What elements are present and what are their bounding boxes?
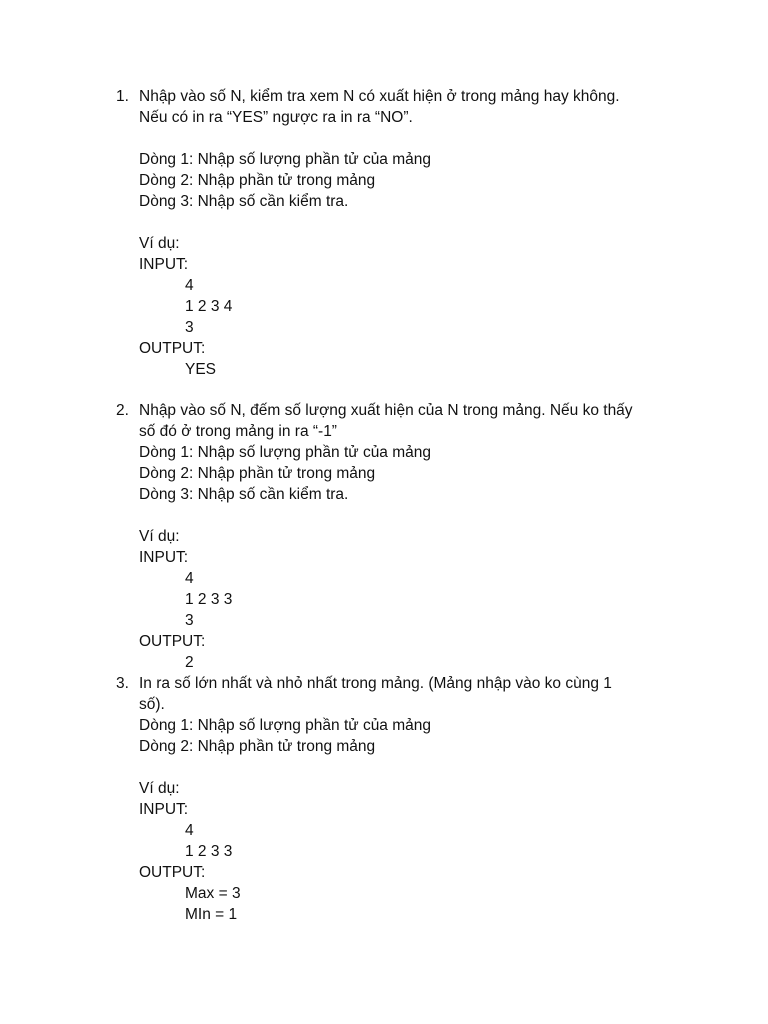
exercise-number: 2. (116, 402, 129, 419)
output-value: Max = 3 (185, 885, 241, 902)
input-label: INPUT: (139, 549, 189, 566)
input-value: 4 (185, 570, 194, 587)
exercise-body (139, 400, 679, 673)
exercise-step: Dòng 1: Nhập số lượng phần tử của mảng (139, 444, 432, 461)
input-value: 1 2 3 3 (185, 591, 233, 608)
exercise-title-line: số). (139, 696, 165, 713)
exercise-step: Dòng 3: Nhập số cần kiểm tra. (139, 193, 349, 210)
spacer (139, 212, 679, 233)
example-label: Ví dụ: (139, 235, 180, 252)
output-value: 2 (185, 654, 194, 671)
exercise-step: Dòng 2: Nhập phần tử trong mảng (139, 172, 376, 189)
input-value: 1 2 3 3 (185, 843, 233, 860)
exercise-body (139, 673, 679, 925)
spacer (139, 757, 679, 778)
input-value: 1 2 3 4 (185, 298, 233, 315)
spacer (139, 505, 679, 526)
exercise-step: Dòng 1: Nhập số lượng phần tử của mảng (139, 717, 432, 734)
input-value: 4 (185, 822, 194, 839)
exercise-title-line: số đó ở trong mảng in ra “-1” (139, 423, 337, 440)
output-value: YES (185, 361, 217, 378)
exercise-number: 3. (116, 675, 129, 692)
example-label: Ví dụ: (139, 780, 180, 797)
exercise-step: Dòng 3: Nhập số cần kiểm tra. (139, 486, 349, 503)
exercise-title-line: Nhập vào số N, đếm số lượng xuất hiện của N trong mảng. Nếu ko thấy (139, 402, 633, 419)
output-label: OUTPUT: (139, 864, 206, 881)
spacer (139, 128, 679, 149)
exercise-step: Dòng 1: Nhập số lượng phần tử của mảng (139, 151, 432, 168)
exercise-title-line: Nếu có in ra “YES” ngược ra in ra “NO”. (139, 109, 413, 126)
exercise-title-line: In ra số lớn nhất và nhỏ nhất trong mảng. (Mảng nhập vào ko cùng 1 (139, 675, 612, 692)
example-label: Ví dụ: (139, 528, 180, 545)
input-value: 4 (185, 277, 194, 294)
input-value: 3 (185, 319, 194, 336)
exercise-number: 1. (116, 88, 129, 105)
output-value: MIn = 1 (185, 906, 238, 923)
exercise-body (139, 86, 679, 380)
input-label: INPUT: (139, 801, 189, 818)
output-label: OUTPUT: (139, 340, 206, 357)
exercise-step: Dòng 2: Nhập phần tử trong mảng (139, 738, 376, 755)
exercise-title-line: Nhập vào số N, kiểm tra xem N có xuất hiện ở trong mảng hay không. (139, 88, 620, 105)
exercise-step: Dòng 2: Nhập phần tử trong mảng (139, 465, 376, 482)
input-value: 3 (185, 612, 194, 629)
output-label: OUTPUT: (139, 633, 206, 650)
input-label: INPUT: (139, 256, 189, 273)
